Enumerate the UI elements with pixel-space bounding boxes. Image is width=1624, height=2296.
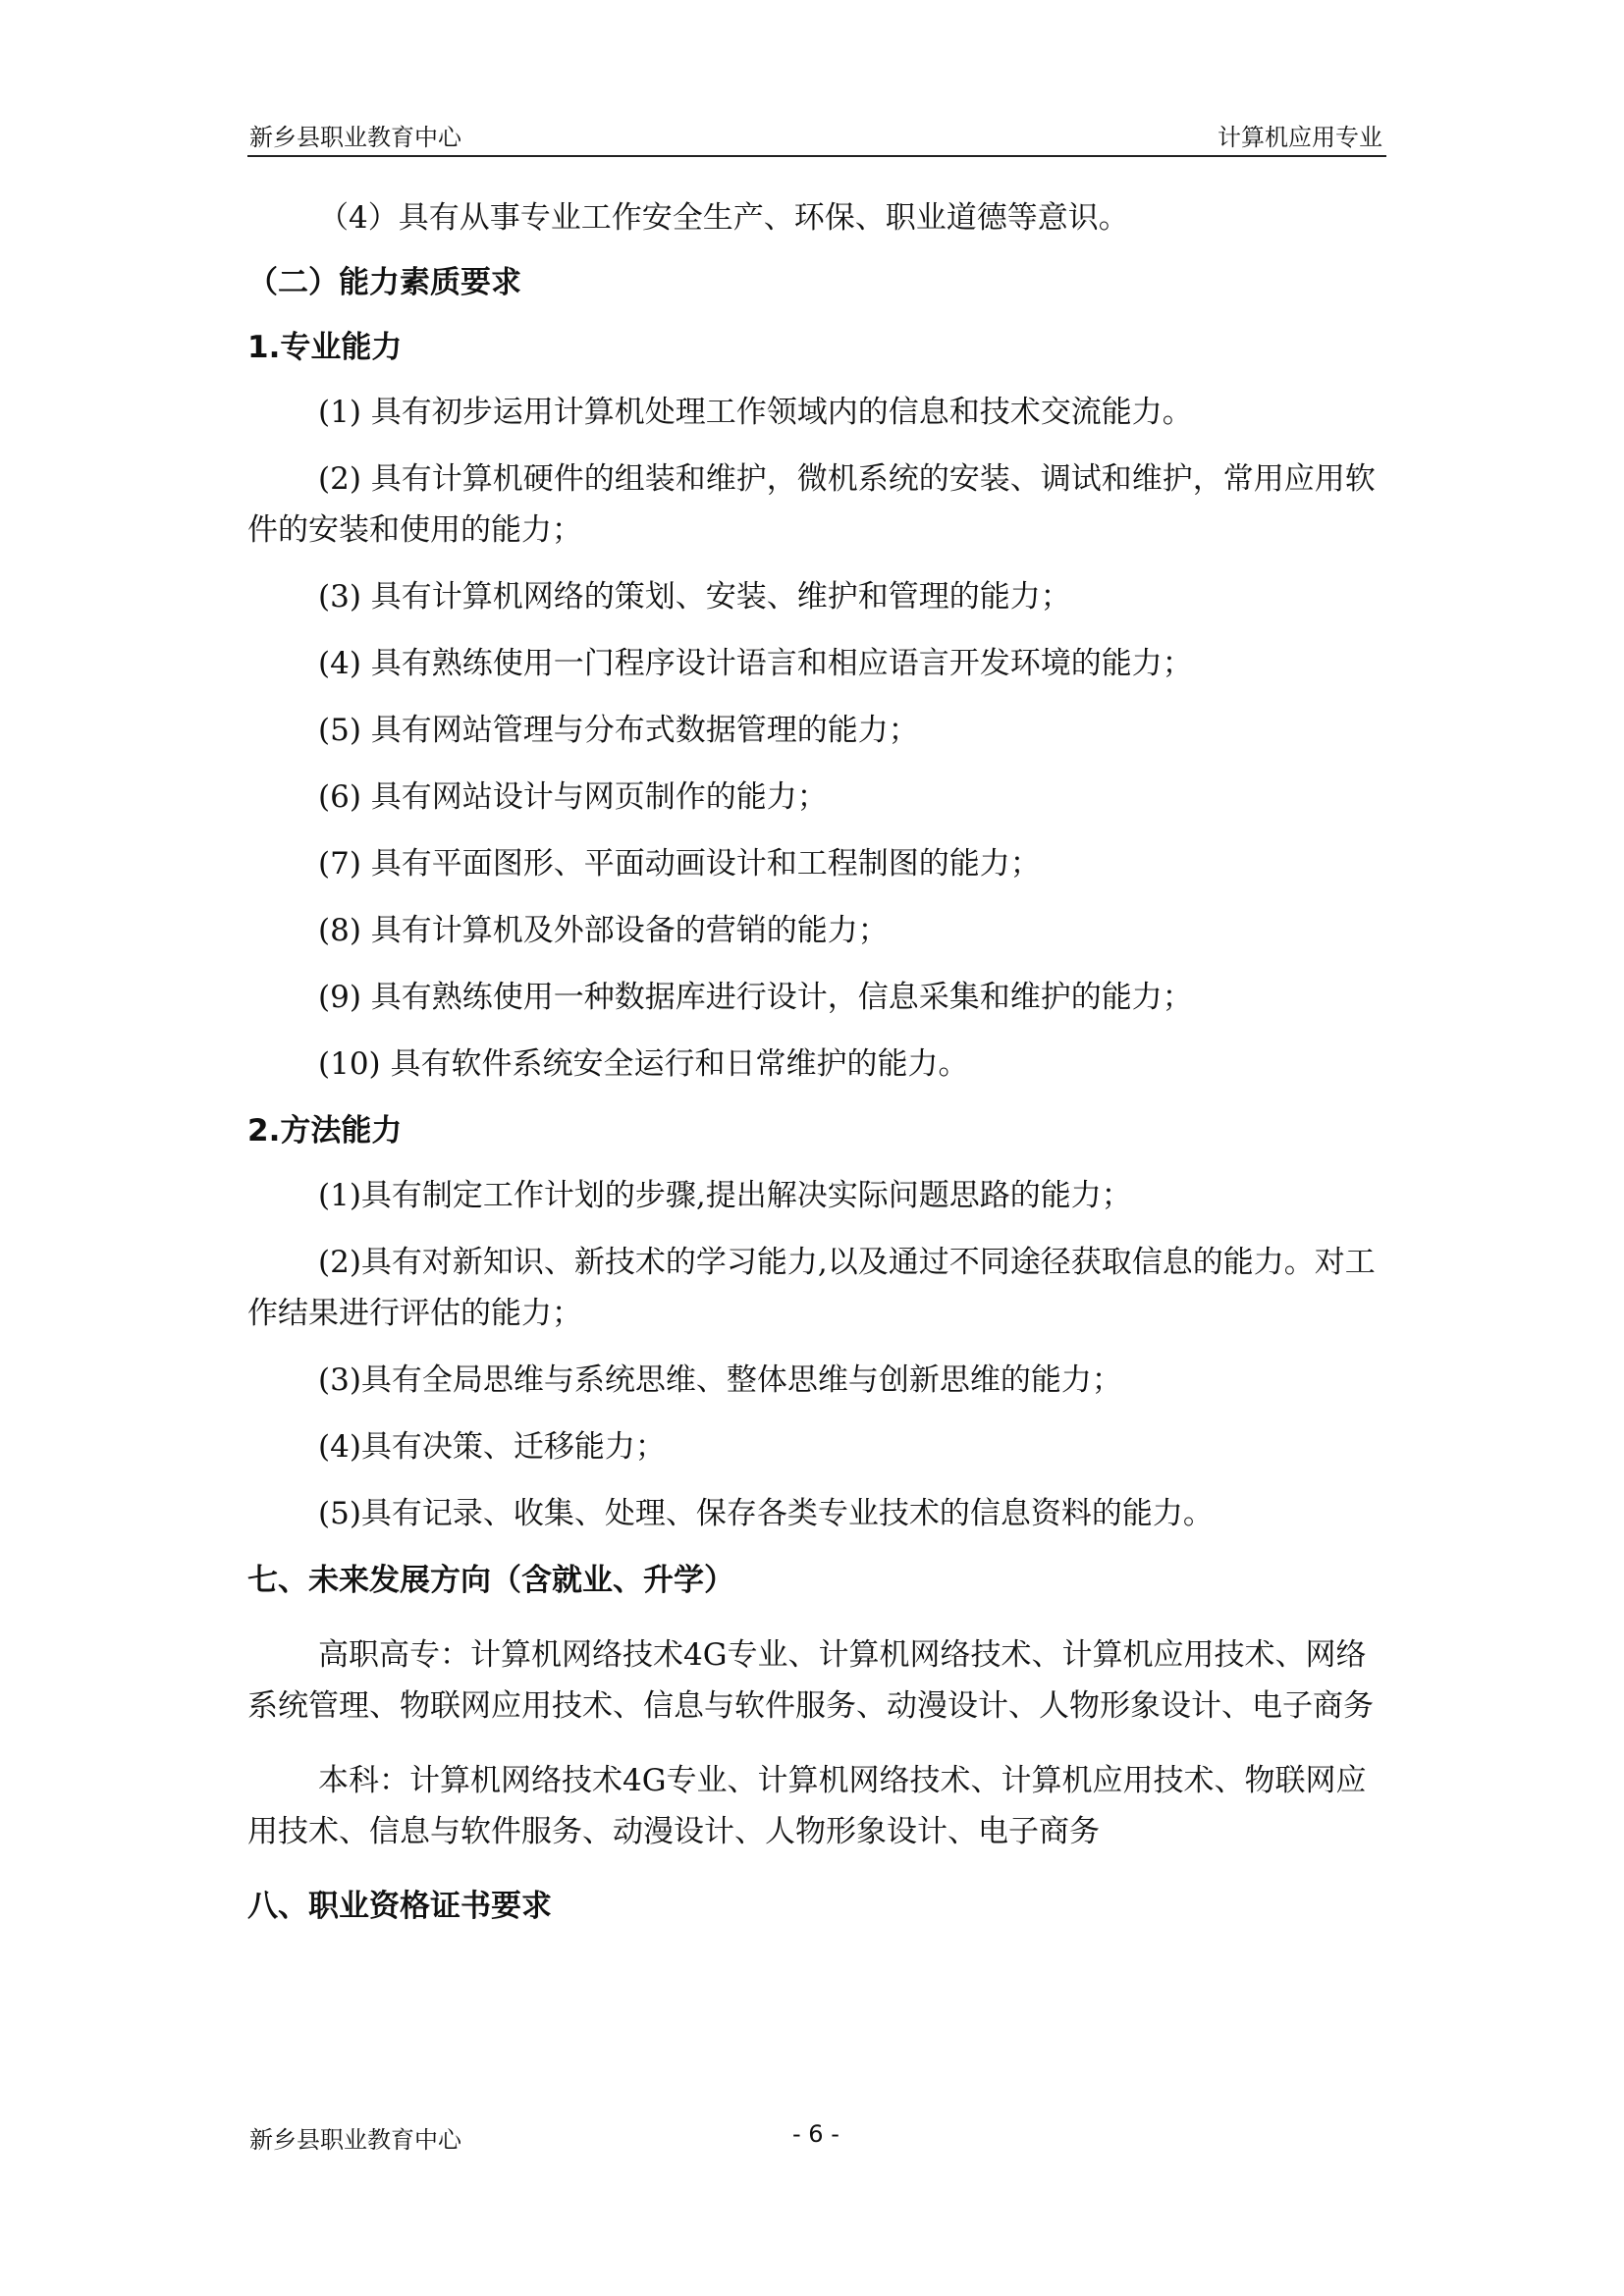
professional-item-5: (5) 具有网站管理与分布式数据管理的能力； [318, 713, 919, 748]
method-item-3: (3)具有全局思维与系统思维、整体思维与创新思维的能力； [318, 1362, 1122, 1398]
professional-item-2: (2) 具有计算机硬件的组装和维护，微机系统的安装、调试和维护，常用应用软件的安装和使用的能力； [247, 461, 1376, 548]
quality-item-4: （4）具有从事专业工作安全生产、环保、职业道德等意识。 [318, 200, 1129, 236]
professional-item-9: (9) 具有熟练使用一种数据库进行设计，信息采集和维护的能力； [318, 980, 1193, 1015]
professional-item-6: (6) 具有网站设计与网页制作的能力； [318, 779, 828, 815]
professional-item-4: (4) 具有熟练使用一门程序设计语言和相应语言开发环境的能力； [318, 646, 1193, 681]
professional-item-8: (8) 具有计算机及外部设备的营销的能力； [318, 913, 889, 948]
document-body [247, 192, 1390, 1932]
method-ability-heading: 2.方法能力 [247, 1113, 403, 1148]
page-footer [247, 2120, 1386, 2160]
professional-item-10: (10) 具有软件系统安全运行和日常维护的能力。 [318, 1046, 969, 1082]
method-item-2: (2)具有对新知识、新技术的学习能力,以及通过不同途径获取信息的能力。对工作结果进行评估的能力； [247, 1245, 1376, 1331]
future-direction-heading: 七、未来发展方向（含就业、升学） [247, 1563, 734, 1598]
professional-item-1: (1) 具有初步运用计算机处理工作领域内的信息和技术交流能力。 [318, 395, 1193, 430]
header-major-name: 计算机应用专业 [1218, 124, 1382, 151]
undergraduate-paragraph: 本科：计算机网络技术4G专业、计算机网络技术、计算机应用技术、物联网应用技术、信息与软件服务、动漫设计、人物形象设计、电子商务 [247, 1763, 1367, 1849]
page-number: - 6 - [792, 2120, 839, 2148]
method-item-4: (4)具有决策、迁移能力； [318, 1429, 666, 1465]
professional-ability-heading: 1.专业能力 [247, 330, 403, 365]
page-header [247, 112, 1386, 157]
header-school-name: 新乡县职业教育中心 [249, 124, 461, 151]
professional-item-3: (3) 具有计算机网络的策划、安装、维护和管理的能力； [318, 579, 1071, 614]
footer-school-name: 新乡县职业教育中心 [249, 2126, 461, 2154]
method-item-1: (1)具有制定工作计划的步骤,提出解决实际问题思路的能力； [318, 1178, 1132, 1213]
professional-item-7: (7) 具有平面图形、平面动画设计和工程制图的能力； [318, 846, 1041, 881]
method-item-5: (5)具有记录、收集、处理、保存各类专业技术的信息资料的能力。 [318, 1496, 1214, 1531]
higher-vocational-paragraph: 高职高专：计算机网络技术4G专业、计算机网络技术、计算机应用技术、网络系统管理、物联网应用技术、信息与软件服务、动漫设计、人物形象设计、电子商务 [247, 1637, 1374, 1724]
certificate-heading: 八、职业资格证书要求 [247, 1889, 552, 1924]
section-ability-heading: （二）能力素质要求 [247, 265, 521, 300]
